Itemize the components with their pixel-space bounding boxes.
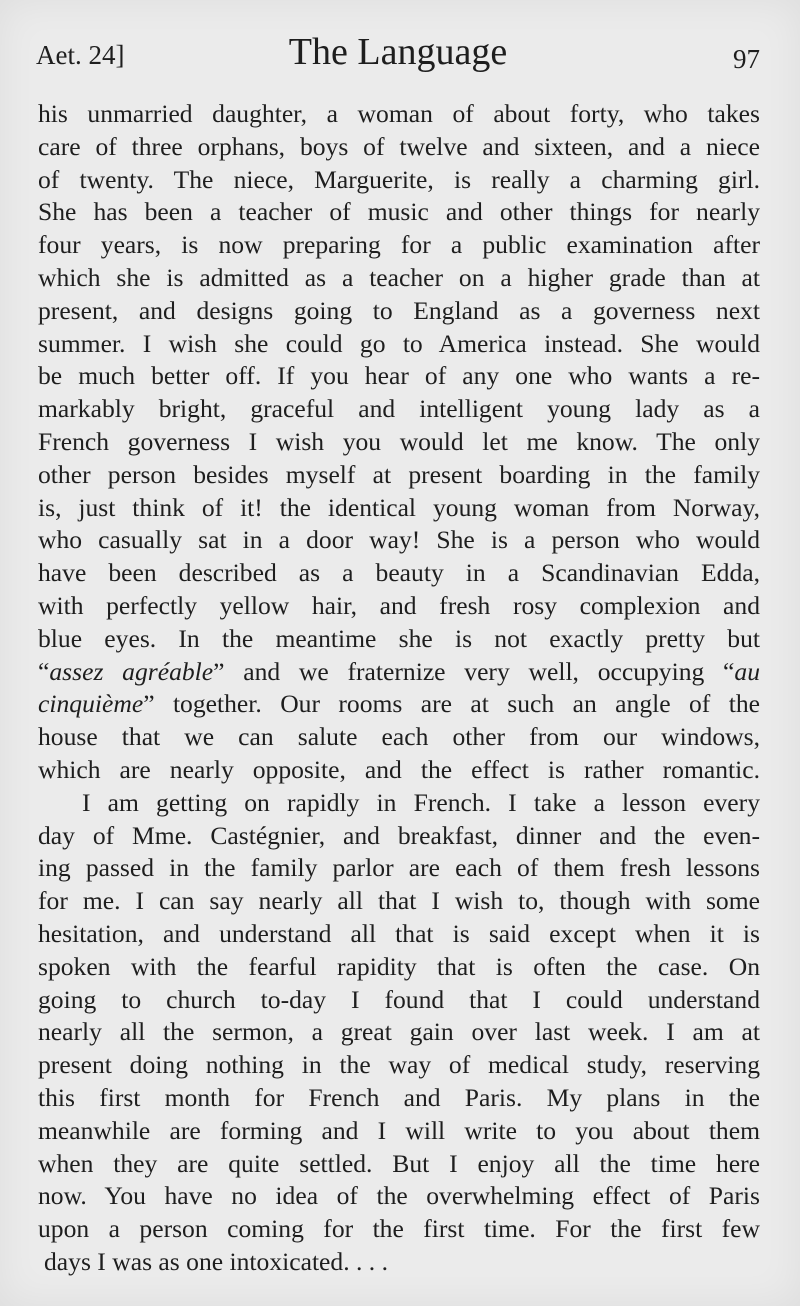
text-line: have been described as a beauty in a Scandinavian Edda, xyxy=(38,558,760,588)
running-head-age: Aet. 24] xyxy=(36,40,125,70)
text-line: for me. I can say nearly all that I wish to, though with some xyxy=(38,886,760,916)
text-line: markably bright, graceful and intelligent young lady as a xyxy=(38,394,760,424)
paragraph-first-line: I am getting on rapidly in French. I take a lesson every xyxy=(82,787,760,817)
italic-phrase-assez-agreable: assez agréable xyxy=(49,656,214,686)
text-line: is, just think of it! the identical young woman from Norway, xyxy=(38,492,760,522)
text-line: when they are quite settled. But I enjoy all the time here xyxy=(38,1148,760,1178)
text-line: going to church to-day I found that I could understand xyxy=(38,984,760,1014)
text-line: day of Mme. Castégnier, and breakfast, dinner and the even- xyxy=(38,820,760,850)
text-line-with-italics xyxy=(38,688,760,721)
text-line: hesitation, and understand all that is said except when it is xyxy=(38,918,760,948)
text-line: French governess I wish you would let me know. The only xyxy=(38,426,760,456)
text-line: other person besides myself at present boarding in the family xyxy=(38,459,760,489)
text-line: nearly all the sermon, a great gain over last week. I am at xyxy=(38,1017,760,1047)
text-line: with perfectly yellow hair, and fresh rosy complexion and xyxy=(38,590,760,620)
text-line: now. You have no idea of the overwhelming effect of Paris xyxy=(38,1181,760,1211)
body-text xyxy=(38,98,760,1279)
line-rest-text: ” together. Our rooms are at such an angle of the xyxy=(143,689,760,719)
italic-word-cinquieme: cinquième xyxy=(38,689,144,719)
text-line: She has been a teacher of music and other things for nearly xyxy=(38,197,760,227)
italic-word-au: au xyxy=(734,656,760,686)
running-head-title: The Language xyxy=(288,31,508,73)
text-line: present, and designs going to England as a governess next xyxy=(38,295,760,325)
text-line: this first month for French and Paris. My plans in the xyxy=(38,1082,760,1112)
text-line: who casually sat in a door way! She is a person who would xyxy=(38,525,760,555)
text-line: which she is admitted as a teacher on a higher grade than at xyxy=(38,262,760,292)
line-middle-text: ” and we fraternize very well, occupying “ xyxy=(213,656,735,686)
open-quote: “ xyxy=(38,656,50,686)
text-line: his unmarried daughter, a woman of about forty, who takes xyxy=(38,99,760,128)
text-line: of twenty. The niece, Marguerite, is really a charming girl. xyxy=(38,164,760,194)
text-line: meanwhile are forming and I will write to you about them xyxy=(38,1115,760,1145)
text-line: be much better off. If you hear of any one who wants a re- xyxy=(38,361,760,391)
text-line-with-italics xyxy=(38,656,760,689)
text-line: care of three orphans, boys of twelve and sixteen, and a niece xyxy=(38,131,760,161)
text-line: spoken with the fearful rapidity that is often the case. On xyxy=(38,951,760,981)
page-number: 97 xyxy=(733,44,760,74)
text-line: ing passed in the family parlor are each of them fresh lessons xyxy=(38,853,760,883)
page-header xyxy=(36,26,760,82)
text-line: blue eyes. In the meantime she is not exactly pretty but xyxy=(38,623,760,653)
text-line: upon a person coming for the first time. For the first few xyxy=(38,1214,760,1244)
text-line: four years, is now preparing for a public examination after xyxy=(38,230,760,260)
text-line: summer. I wish she could go to America instead. She would xyxy=(38,328,760,358)
text-line: house that we can salute each other from our windows, xyxy=(38,722,760,752)
paragraph-last-line: days I was as one intoxicated. . . . xyxy=(44,1246,389,1276)
text-line: which are nearly opposite, and the effect is rather romantic. xyxy=(38,754,760,784)
text-line: present doing nothing in the way of medical study, reserving xyxy=(38,1050,760,1080)
